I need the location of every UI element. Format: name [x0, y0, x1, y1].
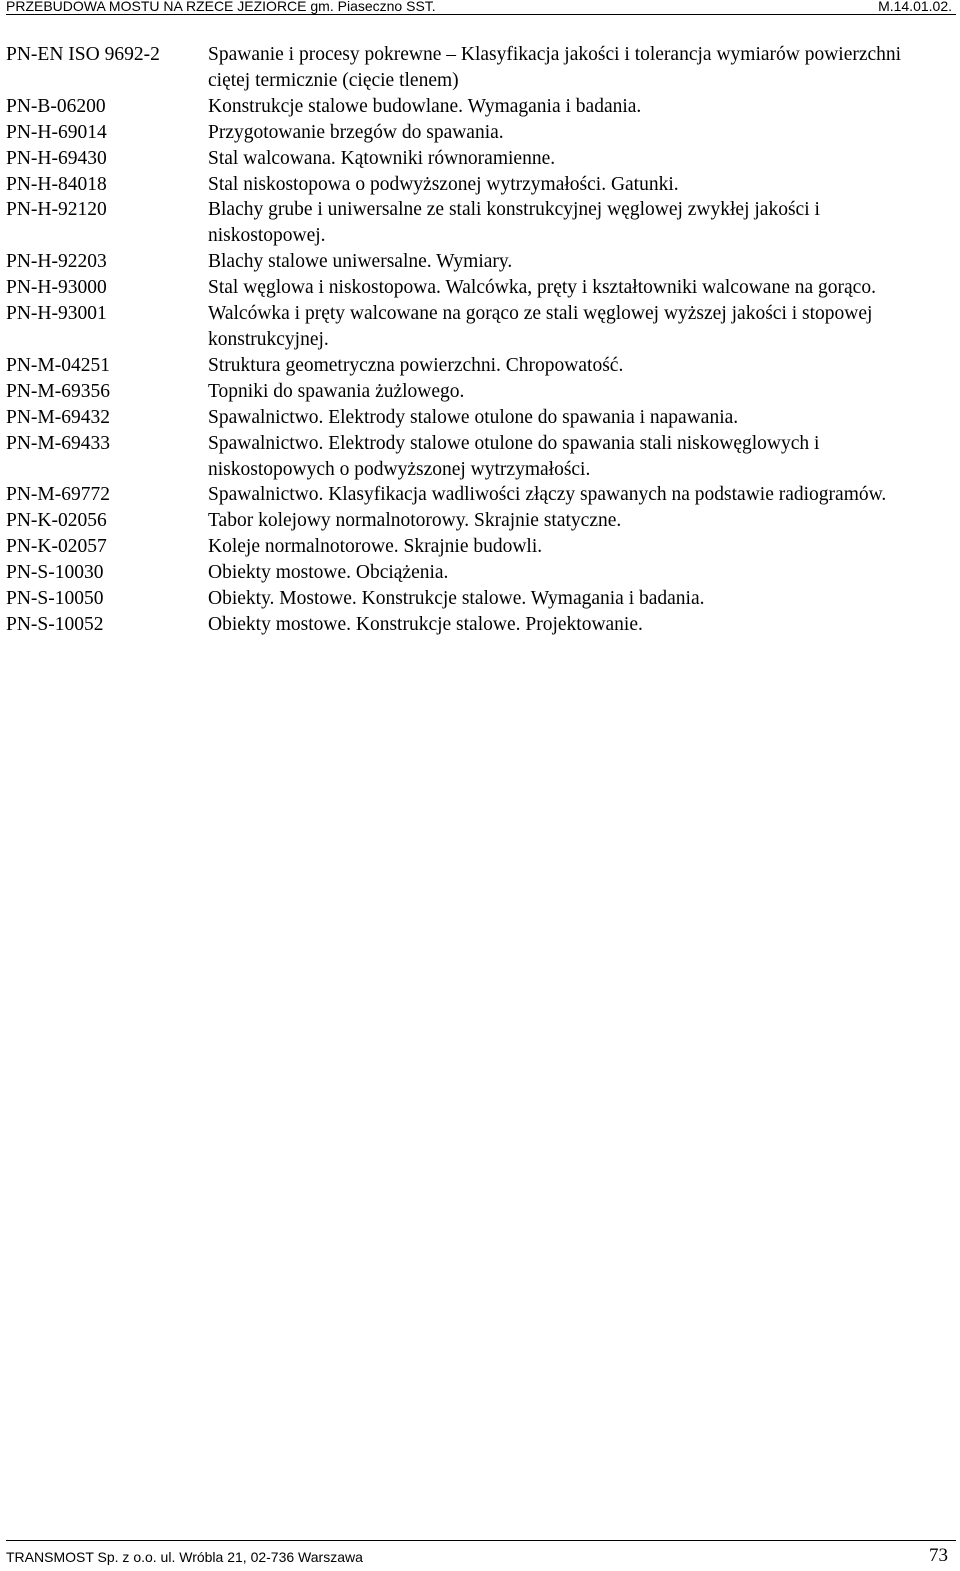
- norm-item: [6, 120, 946, 146]
- norm-title: Spawalnictwo. Elektrody stalowe otulone do spawania stali niskowęglowych i niskostopowych o podwyższonej wytrzymałości.: [208, 432, 820, 480]
- norm-code: PN-M-04251: [6, 354, 111, 376]
- norm-title: Spawalnictwo. Klasyfikacja wadliwości złączy spawanych na podstawie radiogramów.: [208, 484, 887, 506]
- document-title: PRZEBUDOWA MOSTU NA RZECE JEZIORCE gm. Piaseczno SST.: [6, 0, 436, 14]
- norm-code: PN-EN ISO 9692-2: [6, 44, 160, 65]
- norm-code: PN-H-92120: [6, 199, 107, 221]
- norm-title: Struktura geometryczna powierzchni. Chropowatość.: [208, 354, 624, 376]
- norm-code: PN-M-69432: [6, 406, 111, 428]
- norm-title: Stal walcowana. Kątowniki równoramienne.: [208, 147, 556, 169]
- norm-item: [6, 431, 946, 483]
- norm-code: PN-B-06200: [6, 95, 106, 117]
- norm-code: PN-S-10052: [6, 613, 104, 635]
- page-header: [6, 0, 956, 15]
- norm-code: PN-H-69430: [6, 147, 107, 169]
- norm-item: [6, 482, 946, 508]
- norm-item: [6, 172, 946, 198]
- norm-item: [6, 275, 946, 301]
- norm-item: [6, 405, 946, 431]
- norm-code: PN-M-69356: [6, 380, 111, 402]
- norm-title: Spawanie i procesy pokrewne – Klasyfikacja jakości i tolerancja wymiarów powierzchni ciętej termicznie (cięcie tlenem): [208, 44, 902, 91]
- norm-code: PN-K-02057: [6, 536, 107, 558]
- norm-code: PN-H-93000: [6, 277, 107, 299]
- norm-item: [6, 534, 946, 560]
- norm-title: Obiekty mostowe. Obciążenia.: [208, 562, 449, 584]
- norm-title: Stal niskostopowa o podwyższonej wytrzymałości. Gatunki.: [208, 173, 679, 195]
- document-code: M.14.01.02.: [878, 0, 952, 14]
- norms-list: [6, 42, 946, 638]
- norm-title: Przygotowanie brzegów do spawania.: [208, 121, 504, 143]
- norm-code: PN-M-69433: [6, 432, 111, 454]
- norm-item: [6, 379, 946, 405]
- norm-code: PN-H-93001: [6, 303, 107, 325]
- norm-title: Koleje normalnotorowe. Skrajnie budowli.: [208, 536, 543, 558]
- norm-code: PN-M-69772: [6, 484, 111, 506]
- norm-code: PN-S-10050: [6, 588, 104, 610]
- norm-code: PN-S-10030: [6, 562, 104, 584]
- norm-code: PN-H-84018: [6, 173, 107, 195]
- company-address: TRANSMOST Sp. z o.o. ul. Wróbla 21, 02-736 Warszawa: [6, 1549, 363, 1565]
- norm-title: Blachy grube i uniwersalne ze stali konstrukcyjnej węglowej zwykłej jakości i niskostopowej.: [208, 199, 820, 247]
- norm-title: Konstrukcje stalowe budowlane. Wymagania i badania.: [208, 95, 642, 117]
- norm-item: [6, 249, 946, 275]
- norm-item: [6, 586, 946, 612]
- norm-title: Stal węglowa i niskostopowa. Walcówka, pręty i kształtowniki walcowane na gorąco.: [208, 277, 876, 299]
- norm-title: Tabor kolejowy normalnotorowy. Skrajnie statyczne.: [208, 510, 622, 532]
- norm-title: Blachy stalowe uniwersalne. Wymiary.: [208, 251, 513, 273]
- page-number: 73: [929, 1545, 948, 1566]
- norm-item: [6, 94, 946, 120]
- norm-item: [6, 146, 946, 172]
- norm-item: [6, 612, 946, 638]
- norm-item: [6, 353, 946, 379]
- norm-code: PN-H-92203: [6, 251, 107, 273]
- norm-title: Obiekty mostowe. Konstrukcje stalowe. Projektowanie.: [208, 613, 643, 635]
- norm-title: Obiekty. Mostowe. Konstrukcje stalowe. Wymagania i badania.: [208, 588, 705, 610]
- norm-item: [6, 197, 946, 249]
- page-footer: [6, 1540, 956, 1571]
- norm-title: Topniki do spawania żużlowego.: [208, 380, 465, 402]
- norm-item: [6, 301, 946, 353]
- norm-title: Spawalnictwo. Elektrody stalowe otulone do spawania i napawania.: [208, 406, 739, 428]
- norm-code: PN-H-69014: [6, 121, 107, 143]
- norm-title: Walcówka i pręty walcowane na gorąco ze stali węglowej wyższej jakości i stopowej konstrukcyjnej.: [208, 303, 873, 350]
- norm-item: [6, 42, 946, 94]
- norm-item: [6, 508, 946, 534]
- norm-item: [6, 560, 946, 586]
- norm-code: PN-K-02056: [6, 510, 107, 532]
